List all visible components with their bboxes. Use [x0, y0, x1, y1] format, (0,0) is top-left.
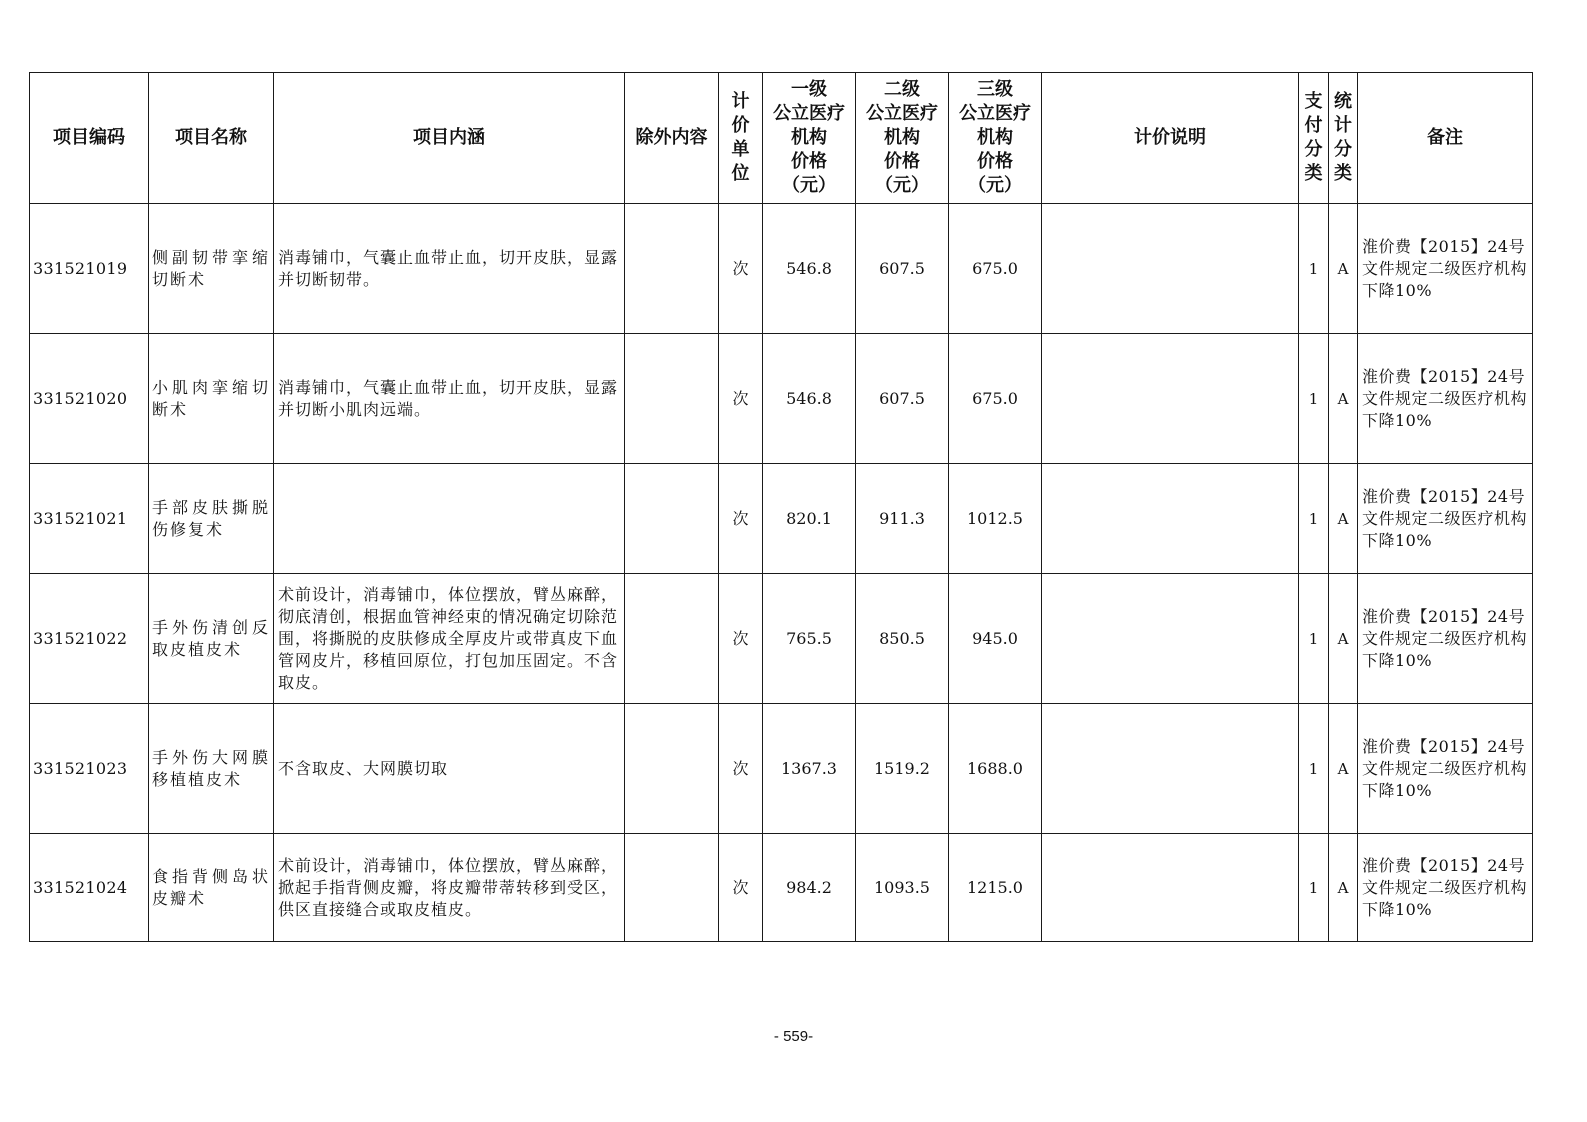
header-payment-category: 支付分类 — [1299, 73, 1329, 204]
remark-cell: 淮价费【2015】24号文件规定二级医疗机构下降10% — [1358, 834, 1533, 942]
header-price-level3: 三级 公立医疗 机构 价格 （元） — [949, 73, 1042, 204]
price-level2-cell: 911.3 — [856, 464, 949, 574]
statistics-category-cell: A — [1329, 464, 1358, 574]
header-price-level2: 二级 公立医疗 机构 价格 （元） — [856, 73, 949, 204]
header-content: 项目内涵 — [274, 73, 625, 204]
item-code-cell: 331521021 — [30, 464, 149, 574]
statistics-category-cell: A — [1329, 834, 1358, 942]
table-row — [30, 334, 1533, 464]
pricing-note-cell — [1042, 464, 1299, 574]
header-pricing-note: 计价说明 — [1042, 73, 1299, 204]
table-body — [30, 204, 1533, 942]
header-unit: 计价单位 — [719, 73, 763, 204]
price-level2-cell: 850.5 — [856, 574, 949, 704]
statistics-category-cell: A — [1329, 574, 1358, 704]
header-statistics-category: 统计分类 — [1329, 73, 1358, 204]
table-row — [30, 204, 1533, 334]
pricing-unit-cell: 次 — [719, 834, 763, 942]
price-level3-cell: 675.0 — [949, 334, 1042, 464]
payment-category-cell: 1 — [1299, 204, 1329, 334]
price-level1-cell: 765.5 — [763, 574, 856, 704]
payment-category-cell: 1 — [1299, 334, 1329, 464]
pricing-note-cell — [1042, 574, 1299, 704]
price-level1-cell: 546.8 — [763, 334, 856, 464]
price-level3-cell: 675.0 — [949, 204, 1042, 334]
header-price-level1: 一级 公立医疗 机构 价格 （元） — [763, 73, 856, 204]
excluded-content-cell — [625, 704, 719, 834]
pricing-note-cell — [1042, 204, 1299, 334]
item-name-cell: 手部皮肤撕脱伤修复术 — [149, 464, 274, 574]
payment-category-cell: 1 — [1299, 574, 1329, 704]
remark-cell: 淮价费【2015】24号文件规定二级医疗机构下降10% — [1358, 334, 1533, 464]
excluded-content-cell — [625, 204, 719, 334]
pricing-unit-cell: 次 — [719, 704, 763, 834]
excluded-content-cell — [625, 334, 719, 464]
statistics-category-cell: A — [1329, 704, 1358, 834]
price-level1-cell: 984.2 — [763, 834, 856, 942]
remark-cell: 淮价费【2015】24号文件规定二级医疗机构下降10% — [1358, 704, 1533, 834]
item-code-cell: 331521022 — [30, 574, 149, 704]
item-code-cell: 331521020 — [30, 334, 149, 464]
remark-cell: 淮价费【2015】24号文件规定二级医疗机构下降10% — [1358, 574, 1533, 704]
item-content-cell: 术前设计，消毒铺巾，体位摆放，臂丛麻醉，掀起手指背侧皮瓣，将皮瓣带蒂转移到受区，供区直接缝合或取皮植皮。 — [274, 834, 625, 942]
price-level2-cell: 607.5 — [856, 334, 949, 464]
table-row — [30, 704, 1533, 834]
remark-cell: 淮价费【2015】24号文件规定二级医疗机构下降10% — [1358, 204, 1533, 334]
header-name: 项目名称 — [149, 73, 274, 204]
item-name-cell: 手外伤清创反取皮植皮术 — [149, 574, 274, 704]
price-level2-cell: 1519.2 — [856, 704, 949, 834]
header-remark: 备注 — [1358, 73, 1533, 204]
header-excluded: 除外内容 — [625, 73, 719, 204]
item-code-cell: 331521023 — [30, 704, 149, 834]
price-level1-cell: 546.8 — [763, 204, 856, 334]
payment-category-cell: 1 — [1299, 704, 1329, 834]
item-code-cell: 331521024 — [30, 834, 149, 942]
item-content-cell: 消毒铺巾，气囊止血带止血，切开皮肤，显露并切断小肌肉远端。 — [274, 334, 625, 464]
header-row — [30, 73, 1533, 204]
item-name-cell: 小肌肉挛缩切断术 — [149, 334, 274, 464]
statistics-category-cell: A — [1329, 204, 1358, 334]
price-level2-cell: 1093.5 — [856, 834, 949, 942]
statistics-category-cell: A — [1329, 334, 1358, 464]
table-row — [30, 834, 1533, 942]
price-level3-cell: 1688.0 — [949, 704, 1042, 834]
price-level3-cell: 1012.5 — [949, 464, 1042, 574]
page-number: - 559- — [773, 1028, 814, 1045]
item-name-cell: 侧副韧带挛缩切断术 — [149, 204, 274, 334]
price-table — [29, 72, 1533, 942]
item-code-cell: 331521019 — [30, 204, 149, 334]
payment-category-cell: 1 — [1299, 464, 1329, 574]
pricing-unit-cell: 次 — [719, 204, 763, 334]
table-row — [30, 574, 1533, 704]
price-level1-cell: 820.1 — [763, 464, 856, 574]
table-row — [30, 464, 1533, 574]
excluded-content-cell — [625, 574, 719, 704]
item-content-cell: 消毒铺巾，气囊止血带止血，切开皮肤，显露并切断韧带。 — [274, 204, 625, 334]
pricing-unit-cell: 次 — [719, 334, 763, 464]
pricing-unit-cell: 次 — [719, 464, 763, 574]
price-level1-cell: 1367.3 — [763, 704, 856, 834]
item-content-cell: 术前设计，消毒铺巾，体位摆放，臂丛麻醉，彻底清创，根据血管神经束的情况确定切除范围，将撕脱的皮肤修成全厚皮片或带真皮下血管网皮片，移植回原位，打包加压固定。不含取皮。 — [274, 574, 625, 704]
item-name-cell: 食指背侧岛状皮瓣术 — [149, 834, 274, 942]
pricing-note-cell — [1042, 334, 1299, 464]
payment-category-cell: 1 — [1299, 834, 1329, 942]
excluded-content-cell — [625, 834, 719, 942]
price-level2-cell: 607.5 — [856, 204, 949, 334]
header-code: 项目编码 — [30, 73, 149, 204]
price-level3-cell: 1215.0 — [949, 834, 1042, 942]
price-level3-cell: 945.0 — [949, 574, 1042, 704]
remark-cell: 淮价费【2015】24号文件规定二级医疗机构下降10% — [1358, 464, 1533, 574]
pricing-unit-cell: 次 — [719, 574, 763, 704]
item-content-cell — [274, 464, 625, 574]
item-name-cell: 手外伤大网膜移植植皮术 — [149, 704, 274, 834]
item-content-cell: 不含取皮、大网膜切取 — [274, 704, 625, 834]
pricing-note-cell — [1042, 704, 1299, 834]
pricing-note-cell — [1042, 834, 1299, 942]
excluded-content-cell — [625, 464, 719, 574]
